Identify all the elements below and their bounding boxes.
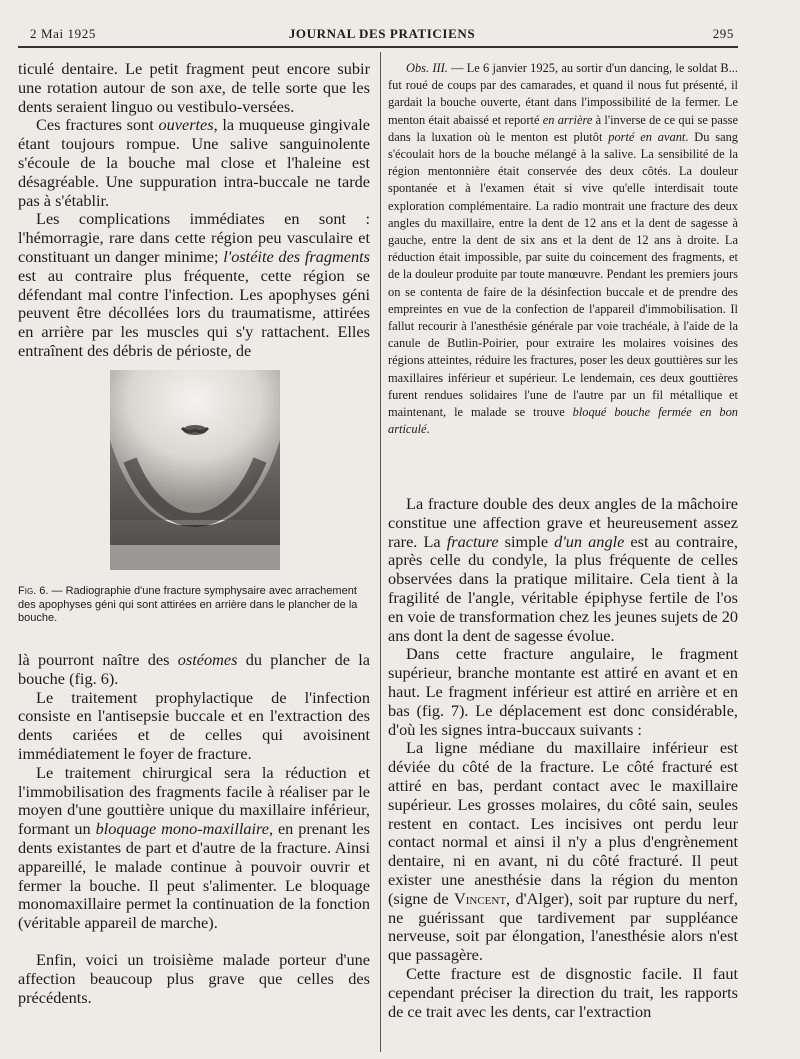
running-header bbox=[30, 26, 734, 48]
paragraph: Enfin, voici un troisième malade porteur d'une affection beaucoup plus grave que celles des précédents. bbox=[18, 949, 370, 1007]
paragraph: La fracture double des deux angles de la mâchoire constitue une affection grave et heureusement assez rare. La fracture simple d'un angle est au contraire, après celle du condyle, la plus fréquente de celles observées dans la pratique militaire. Cela tient à la fragilité de l'angle, véritable épiphyse fertile de l'os en voie de transformation chez les jeunes sujets de 20 ans dont la dent de sagesse évolue. bbox=[388, 494, 738, 645]
paragraph: Les complications immédiates en sont : l'hémorragie, rare dans cette région peu vasculaire et constituant un danger minime; l'ostéite des fragments est au contraire plus fréquente, cette région se défendant mal contre l'infection. Les apophyses géni peuvent être décollées lors du traumatisme, attirées en arrière par les muscles qui s'y rattachent. Elles entraînent des débris de périoste, de bbox=[18, 209, 370, 360]
radiograph-illustration bbox=[110, 370, 280, 570]
figure-caption-text: — Radiographie d'une fracture symphysaire avec arrachement des apophyses géni qui sont attirées en arrière dans le plancher de la bouche. bbox=[18, 585, 358, 624]
left-column-bottom bbox=[18, 651, 370, 1007]
figure-label: Fig. 6. bbox=[18, 585, 49, 597]
paragraph: ticulé dentaire. Le petit fragment peut encore subir une rotation autour de son axe, de telle sorte que les dents seraient linguo ou vestibulo-versées. bbox=[18, 59, 370, 116]
radiograph-image bbox=[110, 370, 280, 570]
paragraph: là pourront naître des ostéomes du plancher de la bouche (fig. 6). bbox=[18, 650, 370, 688]
column-divider bbox=[380, 52, 381, 1052]
left-column-top bbox=[18, 60, 370, 361]
header-rule bbox=[18, 46, 738, 48]
paragraph: Le traitement chirurgical sera la réduction et l'immobilisation des fragments facile à réaliser par le moyen d'une gouttière unique du maxillaire inférieur, formant un bloquage mono-maxillaire, en prenant les dents existantes de part et d'autre de la fracture. Ainsi appareillé, le malade continue à pouvoir ouvrir et fermer la bouche. Il peut s'alimenter. Le bloquage monomaxillaire permet la continuation de la fonction (véritable appareil de marche). bbox=[18, 762, 370, 933]
page-number: 295 bbox=[712, 26, 734, 41]
journal-title: JOURNAL DES PRATICIENS bbox=[288, 26, 476, 41]
right-column-body bbox=[388, 495, 738, 1021]
paragraph: Dans cette fracture angulaire, le fragment supérieur, branche montante est attiré en avant et en haut. Le fragment inférieur est attiré en arrière et en bas (fig. 7). Le déplacement est donc considérable, d'où les signes intra-buccaux suivants : bbox=[388, 644, 738, 739]
paragraph: Cette fracture est de disgnostic facile. Il faut cependant préciser la direction du trait, les rapports de ce trait avec les dents, car l'extraction bbox=[388, 963, 738, 1021]
figure-caption bbox=[18, 585, 370, 626]
paragraph: Le traitement prophylactique de l'infection consiste en l'antisepsie buccale et en l'extraction des dents cariées et de celles qui avoisinent immédiatement le foyer de fracture. bbox=[18, 687, 370, 763]
observation-paragraph: Obs. III. — Le 6 janvier 1925, au sortir d'un dancing, le soldat B... fut roué de coups par des camarades, et quand il nous fut présenté, il gardait la bouche ouverte, étant dans l'impossibilité de la fermer. Le menton était abaissé et reporté en arrière à l'inverse de ce qui se passe dans la luxation où le menton est plutôt porté en avant. Du sang s'écoulait hors de la bouche mélangé à la salive. La sensibilité de la région mentonnière était conservée des deux côtés. La douleur spontanée et à l'examen était si vive qu'elle interdisait toute exploration complémentaire. La radio montrait une fracture des deux angles du maxillaire, entre la dent de 12 ans et la dent de sagesse à gauche, entre la dent de six ans et la dent de 12 ans à droite. La réduction était impossible, par suite du coincement des fragments, et de la douleur produite par toute manœuvre. Pendant les premiers jours on se contenta de faire de la désinfection buccale et de prendre des empreintes en vue de la confection de l'appareil d'immobilisation. Il fallut recourir à l'anesthésie générale par voie trachéale, à l'aide de la canule de Butlin-Poirier, pour extraire les molaires voisines des régions atteintes, réduire les fractures, poser les deux gouttières sur les maxillaires inférieur et supérieur. Le lendemain, ces deux gouttières furent rendues solidaires l'une de l'autre par un fil métallique et maintenant, le malade se trouve bloqué bouche fermée en bon articulé. bbox=[388, 61, 739, 437]
paragraph: La ligne médiane du maxillaire inférieur est déviée du côté de la fracture. Le côté fracturé est attiré en bas, perdant contact avec le maxillaire supérieur. Les grosses molaires, du côté sain, seules restent en contact. Les incisives ont perdu leur contact normal et ainsi il n'y a plus d'engrènement dentaire, ni en avant, ni du côté fracturé. Il peut exister une anesthésie dans la région du menton (signe de Vincent, d'Alger), soit par rupture du nerf, ne guérissant que tardivement par suppléance nerveuse, soit par élongation, l'anesthésie alors n'est que passagère. bbox=[388, 738, 738, 965]
right-column-observation bbox=[388, 60, 738, 438]
header-date: 2 Mai 1925 bbox=[30, 26, 96, 41]
paragraph: Ces fractures sont ouvertes, la muqueuse gingivale étant toujours rompue. Une salive sanguinolente s'écoule de la bouche mal close et l'haleine est désagréable. Une suppuration intra-buccale ne tarde pas à s'établir. bbox=[18, 115, 370, 210]
